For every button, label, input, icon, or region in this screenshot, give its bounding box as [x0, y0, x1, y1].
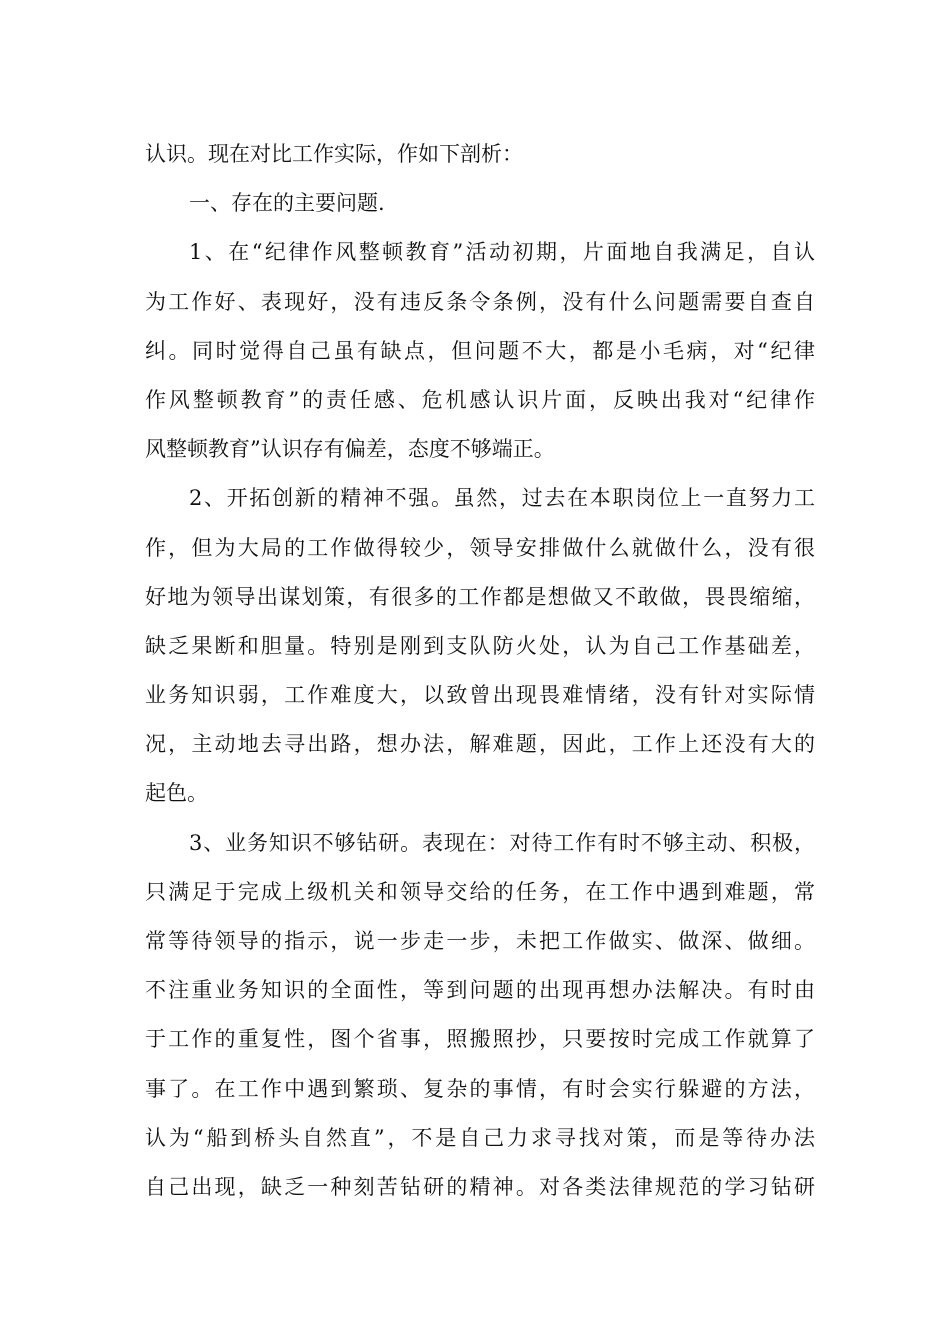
text-line: 作风整顿教育”的责任感、危机感认识片面，反映出我对“纪律作 [145, 387, 815, 412]
text-line: 况，主动地去寻出路，想办法，解难题，因此，工作上还没有大的 [145, 732, 815, 757]
text-line: 认为“船到桥头自然直”，不是自己力求寻找对策，而是等待办法 [145, 1125, 815, 1150]
text-line: 不注重业务知识的全面性，等到问题的出现再想办法解决。有时由 [145, 978, 815, 1003]
text-line: 纠。同时觉得自己虽有缺点，但问题不大，都是小毛病，对“纪律 [145, 338, 815, 363]
text-line: 只满足于完成上级机关和领导交给的任务，在工作中遇到难题，常 [145, 879, 815, 904]
text-line: 于工作的重复性，图个省事，照搬照抄，只要按时完成工作就算了 [145, 1027, 815, 1052]
text-line: 作，但为大局的工作做得较少，领导安排做什么就做什么，没有很 [145, 535, 815, 560]
text-line: 风整顿教育”认识存有偏差，态度不够端正。 [145, 437, 555, 462]
text-line: 2、开拓创新的精神不强。虽然，过去在本职岗位上一直努力工 [189, 486, 815, 511]
text-line: 3、业务知识不够钻研。表现在：对待工作有时不够主动、积极， [189, 830, 815, 855]
text-line: 一、存在的主要问题. [189, 191, 385, 216]
text-line: 业务知识弱，工作难度大，以致曾出现畏难情绪，没有针对实际情 [145, 683, 815, 708]
text-line: 起色。 [145, 781, 208, 806]
text-line: 为工作好、表现好，没有违反条令条例，没有什么问题需要自查自 [145, 289, 815, 314]
body-text [145, 130, 815, 1212]
text-line: 缺乏果断和胆量。特别是刚到支队防火处，认为自己工作基础差， [145, 633, 815, 658]
text-line: 常等待领导的指示，说一步走一步，未把工作做实、做深、做细。 [145, 929, 815, 953]
text-line: 事了。在工作中遇到繁琐、复杂的事情，有时会实行躲避的方法， [145, 1076, 815, 1101]
text-line: 自己出现，缺乏一种刻苦钻研的精神。对各类法律规范的学习钻研 [145, 1174, 815, 1199]
text-line: 1、在“纪律作风整顿教育”活动初期，片面地自我满足，自认 [189, 240, 815, 265]
text-line: 好地为领导出谋划策，有很多的工作都是想做又不敢做，畏畏缩缩， [145, 584, 815, 609]
text-line: 认识。现在对比工作实际，作如下剖析： [145, 142, 523, 166]
